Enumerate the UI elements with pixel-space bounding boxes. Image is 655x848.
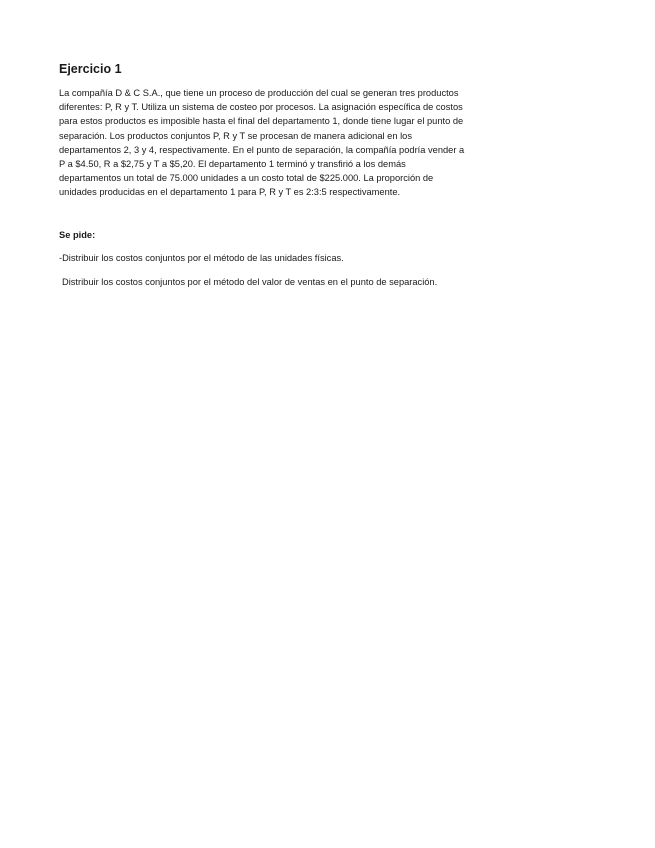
requirements-heading: Se pide:	[59, 229, 96, 240]
exercise-statement	[59, 86, 549, 200]
statement-line: para estos productos es imposible hasta el final del departamento 1, donde tiene lugar el punto de	[59, 116, 464, 127]
task-sales-value: Distribuir los costos conjuntos por el método del valor de ventas en el punto de separación.	[62, 276, 438, 287]
statement-line: P a $4.50, R a $2,75 y T a $5,20. El departamento 1 terminó y transfirió a los demás	[59, 159, 406, 170]
exercise-title: Ejercicio 1	[59, 62, 122, 76]
statement-line: separación. Los productos conjuntos P, R y T se procesan de manera adicional en los	[59, 130, 412, 141]
statement-line: departamentos un total de 75.000 unidades a un costo total de $225.000. La proporción de	[59, 173, 434, 184]
statement-line: diferentes: P, R y T. Utiliza un sistema de costeo por procesos. La asignación específica de costos	[59, 102, 463, 113]
statement-line: unidades producidas en el departamento 1 para P, R y T es 2:3:5 respectivamente.	[59, 187, 401, 198]
task-physical-units: -Distribuir los costos conjuntos por el método de las unidades físicas.	[59, 252, 344, 263]
statement-line: departamentos 2, 3 y 4, respectivamente. En el punto de separación, la compañía podría vender a	[59, 144, 465, 155]
statement-line: La compañía D & C S.A., que tiene un proceso de producción del cual se generan tres productos	[59, 88, 459, 98]
document-content	[59, 61, 549, 289]
